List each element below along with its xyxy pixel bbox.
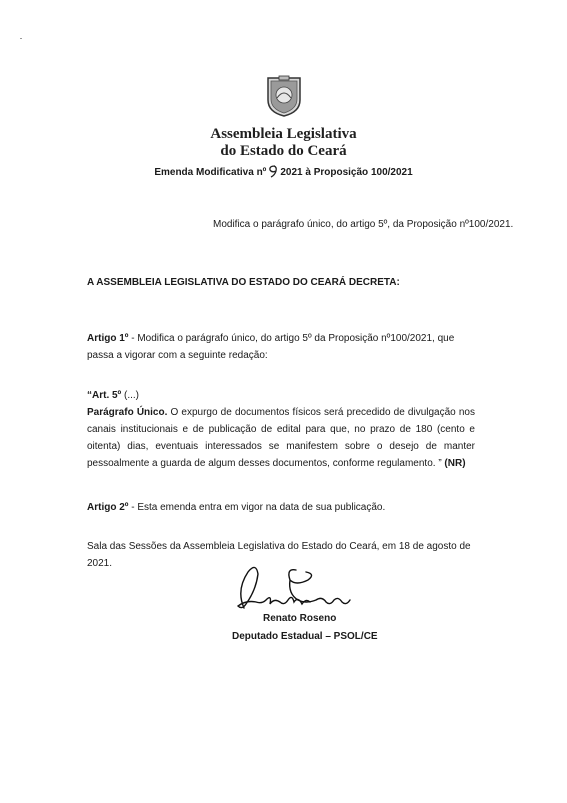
institution-name-line2: do Estado do Ceará [220, 143, 347, 159]
nr-marker: (NR) [441, 458, 466, 469]
emenda-title-prefix: Emenda Modificativa nº [154, 167, 267, 178]
handwritten-number-icon [266, 164, 280, 178]
artigo-2-text: - Esta emenda entra em vigor na data de sua publicação. [128, 502, 386, 513]
artigo-1 [87, 330, 475, 364]
signatory-role: Deputado Estadual – PSOL/CE [232, 631, 378, 642]
quoted-article-label: “Art. 5º [87, 390, 122, 401]
handwritten-signature [226, 560, 356, 620]
paragrafo-unico-text: O expurgo de documentos físicos será precedido de divulgação nos canais institucionais e de publicação de edital para que, no prazo de 180 (cento e oitenta) dias, eventuais interessados se manifestem sobre o desejo de manter pessoalmente a guarda de algum desses documentos, conforme regulamento. ” [87, 407, 475, 469]
institution-name-line1: Assembleia Legislativa [210, 126, 357, 142]
emenda-title [0, 164, 567, 178]
artigo-2 [87, 499, 475, 516]
session-place-date: Sala das Sessões da Assembleia Legislativa do Estado do Ceará, em 18 de agosto de 2021. [87, 541, 471, 569]
state-coat-of-arms-icon [265, 74, 303, 118]
quoted-article-rest: (...) [121, 390, 139, 401]
scan-speck [20, 38, 22, 39]
paragrafo-unico [87, 404, 475, 472]
paragrafo-unico-label: Parágrafo Único. [87, 407, 168, 418]
enacting-clause: A ASSEMBLEIA LEGISLATIVA DO ESTADO DO CEARÁ DECRETA: [87, 277, 400, 288]
signatory-name: Renato Roseno [263, 613, 337, 624]
artigo-2-label: Artigo 2º [87, 502, 129, 513]
artigo-1-text: - Modifica o parágrafo único, do artigo 5º da Proposição nº100/2021, que passa a vigorar com a seguinte redação: [87, 333, 455, 361]
quoted-article [87, 387, 475, 404]
emenda-title-suffix: 2021 à Proposição 100/2021 [280, 167, 413, 178]
ementa: Modifica o parágrafo único, do artigo 5º, da Proposição nº100/2021. [213, 219, 514, 230]
artigo-1-label: Artigo 1º [87, 333, 129, 344]
